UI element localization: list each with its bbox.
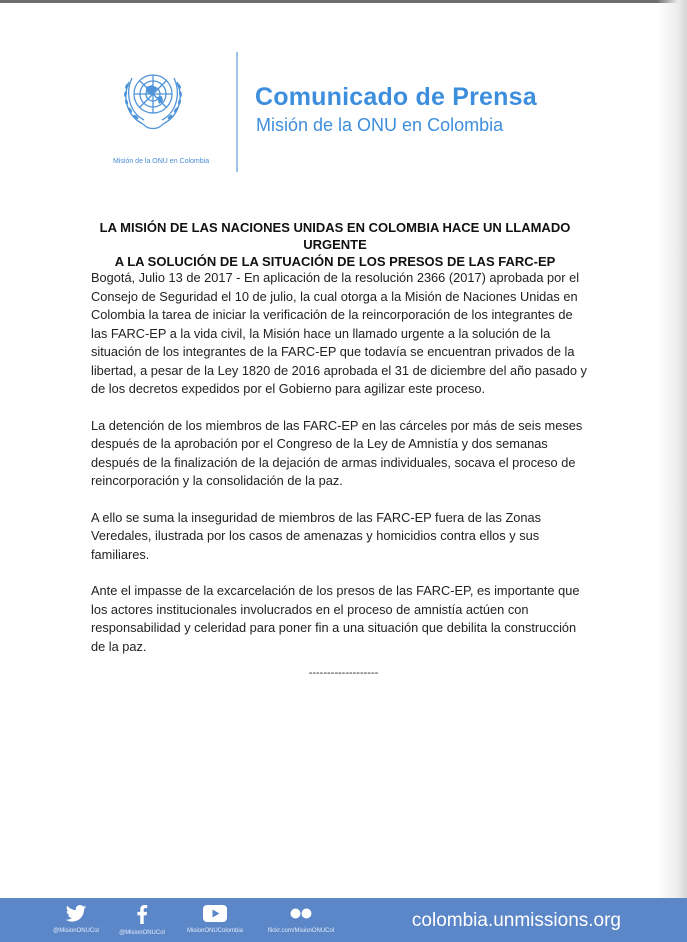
paragraph-3: A ello se suma la inseguridad de miembros de las FARC-EP fuera de las Zonas Veredales, ilustrada por los casos de amenazas y homicidios contra ellos y sus familiares. bbox=[91, 509, 542, 562]
headline bbox=[70, 219, 600, 270]
paragraph-2: La detención de los miembros de las FARC-EP en las cárceles por más de seis meses después de la aprobación por el Congreso de la Ley de Amnistía y dos semanas después de la finalización de la dejación de armas individuales, socava el proceso de reincorporación y la consolidación de la paz. bbox=[91, 417, 583, 488]
page-subtitle: Misión de la ONU en Colombia bbox=[256, 115, 504, 135]
logo-caption: Misión de la ONU en Colombia bbox=[113, 158, 210, 165]
social-facebook[interactable] bbox=[107, 905, 177, 936]
press-release-body bbox=[91, 269, 591, 674]
social-flickr[interactable] bbox=[266, 905, 336, 934]
paragraph-1: Bogotá, Julio 13 de 2017 - En aplicación de la resolución 2366 (2017) aprobada por el Consejo de Seguridad el 10 de julio, la cual otorga a la Misión de Naciones Unidas en Colombia la tarea de iniciar la verificación de la reincorporación de los integrantes de las FARC-EP a la vida civil, la Misión hace un llamado urgente a la solución de la situación de los integrantes de la FARC-EP que todavía se encuentran privados de la libertad, a pesar de la Ley 1820 de 2016 aprobada el 31 de diciembre del año pasado y de los decretos expedidos por el Gobierno para agilizar este proceso. bbox=[91, 270, 587, 396]
top-border bbox=[0, 0, 687, 3]
un-logo bbox=[105, 50, 235, 180]
social-twitter[interactable] bbox=[41, 905, 111, 934]
youtube-handle: MisionONUColombia bbox=[186, 928, 243, 934]
end-separator: ------------------- bbox=[308, 667, 379, 679]
website-link[interactable]: colombia.unmissions.org bbox=[411, 910, 621, 931]
paragraph-4: Ante el impasse de la excarcelación de los presos de las FARC-EP, es importante que los actores institucionales involucrados en el proceso de amnistía actúen con responsabilidad y celeridad para poner fin a una situación que debilita la construcción de la paz. bbox=[91, 583, 580, 654]
facebook-icon bbox=[136, 905, 148, 924]
flickr-icon bbox=[289, 905, 313, 922]
flickr-handle: flickr.com/MisionONUCol bbox=[267, 928, 335, 934]
twitter-handle: @MisionONUCol bbox=[53, 928, 99, 934]
headline-line-2: A LA SOLUCIÓN DE LA SITUACIÓN DE LOS PRESOS DE LAS FARC-EP bbox=[114, 254, 556, 269]
letterhead bbox=[0, 40, 687, 180]
un-emblem-icon bbox=[113, 60, 193, 142]
footer-bar bbox=[0, 898, 687, 942]
facebook-handle: @MisionONUCol bbox=[119, 930, 165, 936]
twitter-icon bbox=[65, 905, 87, 922]
social-youtube[interactable] bbox=[180, 905, 250, 934]
youtube-icon bbox=[203, 905, 227, 922]
headline-line-1: LA MISIÓN DE LAS NACIONES UNIDAS EN COLOMBIA HACE UN LLAMADO URGENTE bbox=[99, 220, 571, 252]
page-title: Comunicado de Prensa bbox=[255, 83, 537, 111]
header-divider bbox=[236, 52, 238, 172]
